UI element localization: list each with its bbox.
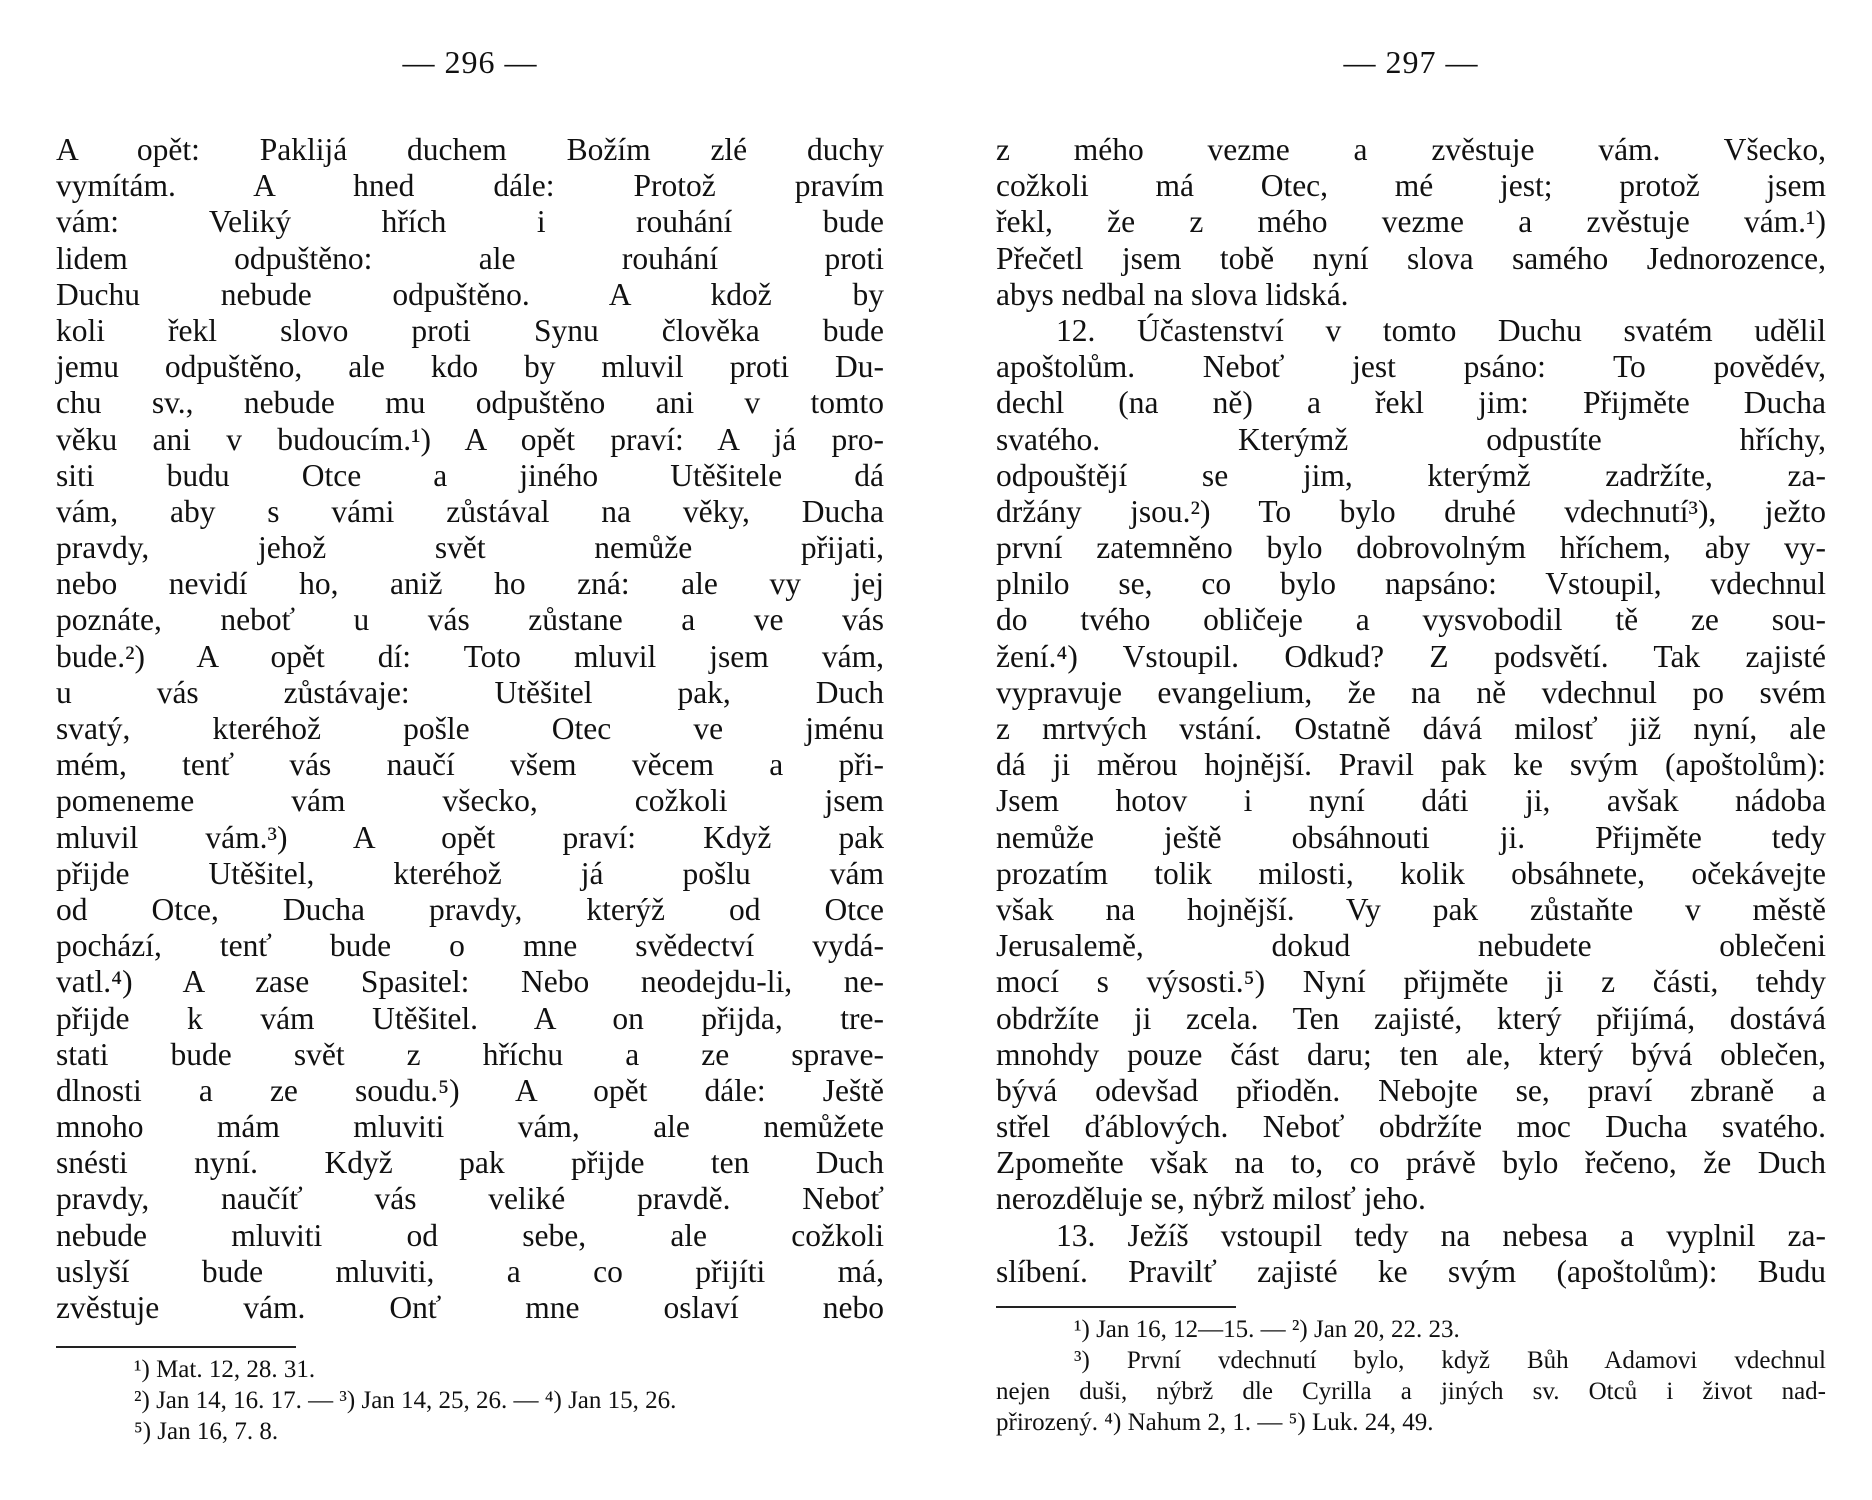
text-line: cožkoli má Otec, mé jest; protož jsem	[996, 168, 1826, 204]
footnote: ³) První vdechnutí bylo, když Bůh Adamovi vdechnul	[1074, 1347, 1826, 1374]
right-page	[996, 0, 1826, 1500]
text-line: mém, tenť vás naučí všem věcem a při-	[56, 747, 884, 783]
text-line: pravdy, jehož svět nemůže přijati,	[56, 530, 884, 566]
text-line: koli řekl slovo proti Synu člověka bude	[56, 312, 884, 348]
text-line: nebude mluviti od sebe, ale cožkoli	[56, 1217, 884, 1253]
text-line: u vás zůstávaje: Utěšitel pak, Duch	[56, 674, 884, 710]
text-line: stati bude svět z hříchu a ze sprave-	[56, 1036, 884, 1072]
text-line: Zpomeňte však na to, co právě bylo řečeno, že Duch	[996, 1145, 1826, 1181]
text-line: střel ďáblových. Neboť obdržíte moc Ducha svatého.	[996, 1109, 1826, 1145]
text-line: mocí s výsosti.⁵) Nyní přijměte ji z části, tehdy	[996, 964, 1826, 1000]
text-line: Jsem hotov i nyní dáti ji, avšak nádoba	[996, 783, 1826, 819]
text-line: vám: Veliký hřích i rouhání bude	[56, 204, 884, 240]
text-line: však na hojnější. Vy pak zůstaňte v městě	[996, 891, 1826, 927]
text-line: 13. Ježíš vstoupil tedy na nebesa a vyplnil za-	[1056, 1217, 1826, 1253]
text-line: svatého. Kterýmž odpustíte hříchy,	[996, 421, 1826, 457]
text-line: plnilo se, co bylo napsáno: Vstoupil, vdechnul	[996, 566, 1826, 602]
text-line: siti budu Otce a jiného Utěšitele dá	[56, 457, 884, 493]
text-line: poznáte, neboť u vás zůstane a ve vás	[56, 602, 884, 638]
text-line: dá ji měrou hojnější. Pravil pak ke svým (apoštolům):	[996, 747, 1826, 783]
body-text	[56, 132, 884, 1326]
text-line: mluvil vám.³) A opět praví: Když pak	[56, 819, 884, 855]
text-line: odpouštějí se jim, kterýmž zadržíte, za-	[996, 457, 1826, 493]
text-line: chu sv., nebude mu odpuštěno ani v tomto	[56, 385, 884, 421]
body-text	[996, 132, 1826, 1290]
text-line: pochází, tenť bude o mne svědectví vydá-	[56, 928, 884, 964]
text-line: nemůže ještě obsáhnouti ji. Přijměte tedy	[996, 819, 1826, 855]
page-number: — 296 —	[402, 44, 538, 80]
text-line: apoštolům. Neboť jest psáno: To povědév,	[996, 349, 1826, 385]
text-line: zvěstuje vám. Onť mne oslaví nebo	[56, 1290, 884, 1325]
text-line: pomeneme vám všecko, cožkoli jsem	[56, 783, 884, 819]
footnotes	[56, 1354, 884, 1447]
text-line: vatl.⁴) A zase Spasitel: Nebo neodejdu-li, ne-	[56, 964, 884, 1000]
text-line: nerozděluje se, nýbrž milosť jeho.	[996, 1181, 1426, 1217]
footnote: přirozený. ⁴) Nahum 2, 1. — ⁵) Luk. 24, 49.	[996, 1409, 1434, 1436]
text-line: mnoho mám mluviti vám, ale nemůžete	[56, 1109, 884, 1145]
text-line: vypravuje evangelium, že na ně vdechnul po svém	[996, 674, 1826, 710]
text-line: A opět: Paklijá duchem Božím zlé duchy	[56, 132, 884, 167]
text-line: do tvého obličeje a vysvobodil tě ze sou-	[996, 602, 1826, 638]
text-line: obdržíte ji zcela. Ten zajisté, který přijímá, dostává	[996, 1000, 1826, 1036]
footnote: ¹) Mat. 12, 28. 31.	[134, 1356, 316, 1383]
text-line: pravdy, naučíť vás veliké pravdě. Neboť	[56, 1181, 884, 1217]
text-line: nebo nevidí ho, aniž ho zná: ale vy jej	[56, 566, 884, 602]
text-line: svatý, kteréhož pošle Otec ve jménu	[56, 711, 884, 746]
text-line: vám, aby s vámi zůstával na věky, Ducha	[56, 493, 884, 529]
text-line: mnohdy pouze část daru; ten ale, který bývá oblečen,	[996, 1036, 1826, 1072]
text-line: 12. Účastenství v tomto Duchu svatém udělil	[1056, 312, 1826, 348]
text-line: žení.⁴) Vstoupil. Odkud? Z podsvětí. Tak zajisté	[996, 638, 1826, 674]
text-line: přijde k vám Utěšitel. A on přijda, tre-	[56, 1000, 884, 1036]
text-line: abys nedbal na slova lidská.	[996, 276, 1349, 312]
text-line: první zatemněno bylo dobrovolným hříchem, aby vy-	[996, 530, 1826, 566]
page-number: — 297 —	[1343, 44, 1479, 80]
text-line: bývá odevšad přioděn. Nebojte se, praví zbraně a	[996, 1072, 1826, 1108]
text-line: dechl (na ně) a řekl jim: Přijměte Ducha	[996, 385, 1826, 421]
text-line: od Otce, Ducha pravdy, kterýž od Otce	[56, 891, 884, 927]
text-line: slíbení. Pravilť zajisté ke svým (apoštolům): Budu	[996, 1253, 1826, 1289]
text-line: držány jsou.²) To bylo druhé vdechnutí³), ježto	[996, 493, 1826, 529]
text-line: vymítám. A hned dále: Protož pravím	[56, 168, 884, 204]
text-line: lidem odpuštěno: ale rouhání proti	[56, 240, 884, 276]
text-line: uslyší bude mluviti, a co přijíti má,	[56, 1253, 884, 1289]
text-line: jemu odpuštěno, ale kdo by mluvil proti Du-	[56, 349, 884, 385]
text-line: Přečetl jsem tobě nyní slova samého Jednorozence,	[996, 240, 1826, 276]
text-line: dlnosti a ze soudu.⁵) A opět dále: Ještě	[56, 1072, 884, 1108]
footnote: nejen duši, nýbrž dle Cyrilla a jiných sv. Otců i život nad-	[996, 1378, 1826, 1405]
footnote: ²) Jan 14, 16. 17. — ³) Jan 14, 25, 26. — ⁴) Jan 15, 26.	[134, 1387, 677, 1414]
footnotes	[996, 1314, 1826, 1438]
text-line: z mrtvých vstání. Ostatně dává milosť již nyní, ale	[996, 711, 1826, 746]
footnote: ⁵) Jan 16, 7. 8.	[134, 1418, 279, 1445]
footnote: ¹) Jan 16, 12—15. — ²) Jan 20, 22. 23.	[1074, 1316, 1460, 1343]
left-page	[56, 0, 884, 1500]
text-line: Duchu nebude odpuštěno. A kdož by	[56, 276, 884, 312]
text-line: prozatím tolik milosti, kolik obsáhnete, očekávejte	[996, 855, 1826, 891]
text-line: věku ani v budoucím.¹) A opět praví: A já pro-	[56, 421, 884, 457]
text-line: snésti nyní. Když pak přijde ten Duch	[56, 1145, 884, 1181]
footnote-divider	[56, 1346, 296, 1348]
text-line: řekl, že z mého vezme a zvěstuje vám.¹)	[996, 204, 1826, 240]
text-line: Jerusalemě, dokud nebudete oblečeni	[996, 928, 1826, 964]
text-line: z mého vezme a zvěstuje vám. Všecko,	[996, 132, 1826, 167]
text-line: bude.²) A opět dí: Toto mluvil jsem vám,	[56, 638, 884, 674]
footnote-divider	[996, 1306, 1236, 1308]
text-line: přijde Utěšitel, kteréhož já pošlu vám	[56, 855, 884, 891]
